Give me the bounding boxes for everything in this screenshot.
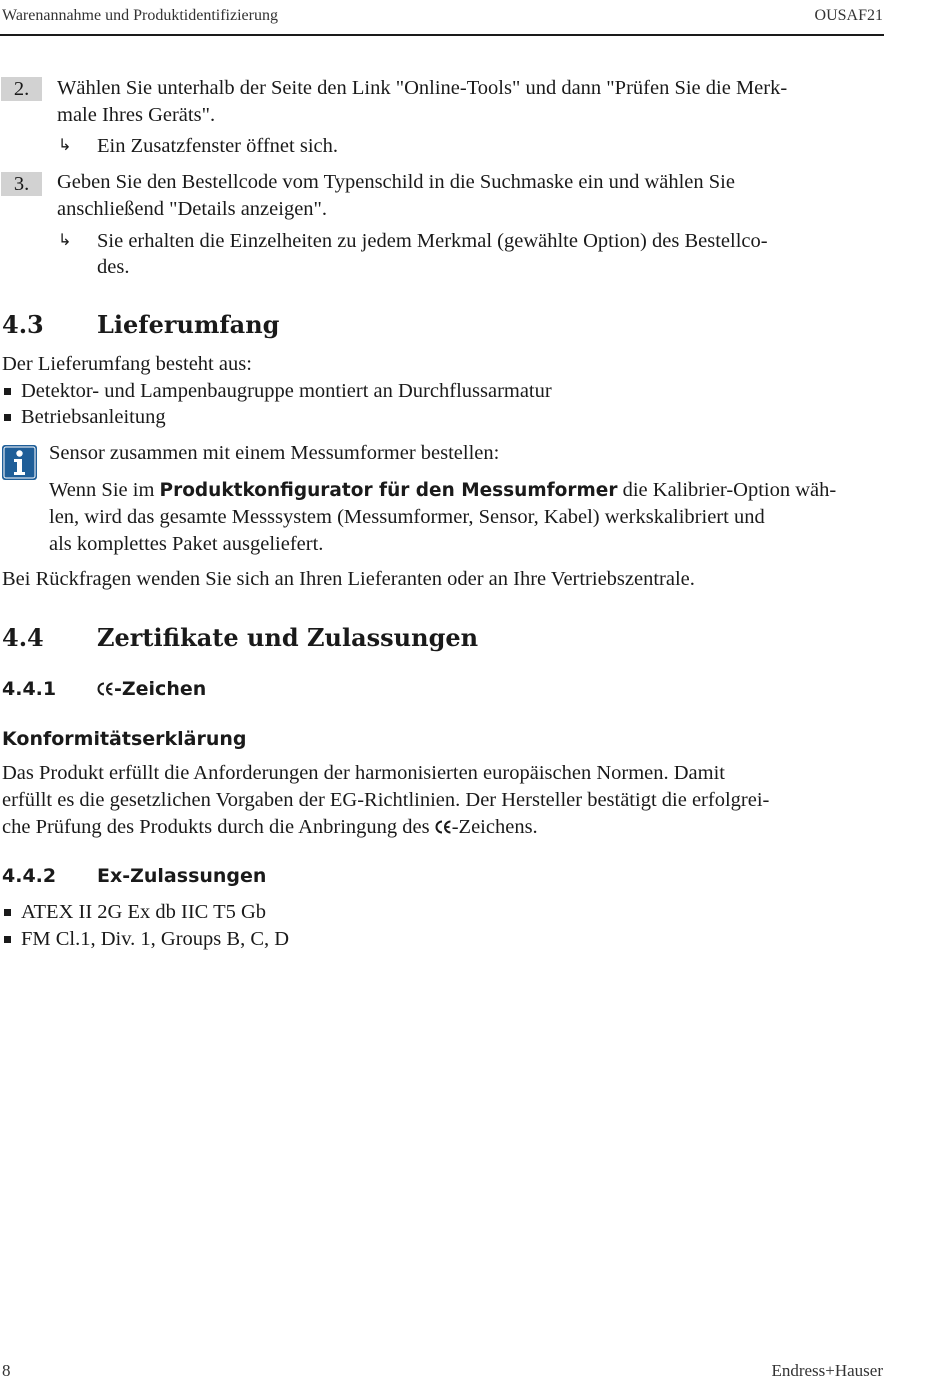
info-title: Sensor zusammen mit einem Messumformer bestellen:: [49, 442, 500, 464]
step-number: 2.: [1, 77, 42, 101]
info-text: len, wird das gesamte Messsystem (Messumformer, Sensor, Kabel) werkskalibriert und: [49, 506, 765, 528]
page-number: 8: [2, 1361, 11, 1380]
step-result: des.: [97, 256, 130, 278]
section-title: Zertifikate und Zulassungen: [97, 623, 479, 652]
step-text: Geben Sie den Bestellcode vom Typenschild in die Suchmaske ein und wählen Sie: [57, 171, 735, 193]
section-number: 4.3: [2, 310, 44, 339]
footer-brand: Endress+Hauser: [771, 1361, 883, 1380]
running-header-product: OUSAF21: [814, 7, 883, 24]
list-item: Betriebsanleitung: [21, 406, 166, 428]
subsection-title: -Zeichen: [97, 678, 206, 700]
subsection-number: 4.4.1: [2, 678, 57, 700]
paragraph: Bei Rückfragen wenden Sie sich an Ihren Lieferanten oder an Ihre Vertriebszentrale.: [2, 568, 695, 590]
result-arrow-icon: ↳: [58, 135, 72, 154]
step-result: Ein Zusatzfenster öffnet sich.: [97, 135, 338, 157]
subsection-title: Ex-Zulassungen: [97, 865, 267, 887]
subsection-number: 4.4.2: [2, 865, 57, 887]
info-icon: [1, 444, 38, 481]
subheading: Konformitätserklärung: [2, 728, 247, 750]
step-text: Wählen Sie unterhalb der Seite den Link "Online-Tools" und dann "Prüfen Sie die Merk-: [57, 77, 788, 99]
step-text: anschließend "Details anzeigen".: [57, 198, 328, 220]
paragraph: Das Produkt erfüllt die Anforderungen der harmonisierten europäischen Normen. Damit: [2, 762, 725, 784]
list-item: ATEX II 2G Ex db IIC T5 Gb: [21, 901, 267, 923]
paragraph: Der Lieferumfang besteht aus:: [2, 353, 252, 375]
ce-mark-icon: [97, 682, 114, 696]
list-item: FM Cl.1, Div. 1, Groups B, C, D: [21, 928, 290, 950]
paragraph: erfüllt es die gesetzlichen Vorgaben der EG-Richtlinien. Der Hersteller bestätigt die erfolgrei-: [2, 789, 770, 811]
running-header-title: Warenannahme und Produktidentifizierung: [2, 7, 278, 24]
list-item: Detektor- und Lampenbaugruppe montiert an Durchflussarmatur: [21, 380, 552, 402]
step-number: 3.: [1, 172, 42, 196]
step-result: Sie erhalten die Einzelheiten zu jedem Merkmal (gewählte Option) des Bestellco-: [97, 230, 768, 252]
info-text: Wenn Sie im Produktkonfigurator für den Messumformer die Kalibrier-Option wäh-: [49, 479, 837, 501]
info-text: als komplettes Paket ausgeliefert.: [49, 533, 324, 555]
paragraph: che Prüfung des Produkts durch die Anbringung des -Zeichens.: [2, 816, 538, 838]
step-text: male Ihres Geräts".: [57, 104, 216, 126]
bullet-icon: [4, 414, 11, 421]
bullet-icon: [4, 388, 11, 395]
bullet-icon: [4, 909, 11, 916]
bullet-icon: [4, 936, 11, 943]
product-configurator-term: Produktkonfigurator für den Messumformer: [159, 480, 618, 501]
section-title: Lieferumfang: [97, 310, 280, 339]
header-rule: [0, 34, 884, 36]
section-number: 4.4: [2, 623, 44, 652]
result-arrow-icon: ↳: [58, 230, 72, 249]
ce-mark-icon: [435, 820, 452, 834]
